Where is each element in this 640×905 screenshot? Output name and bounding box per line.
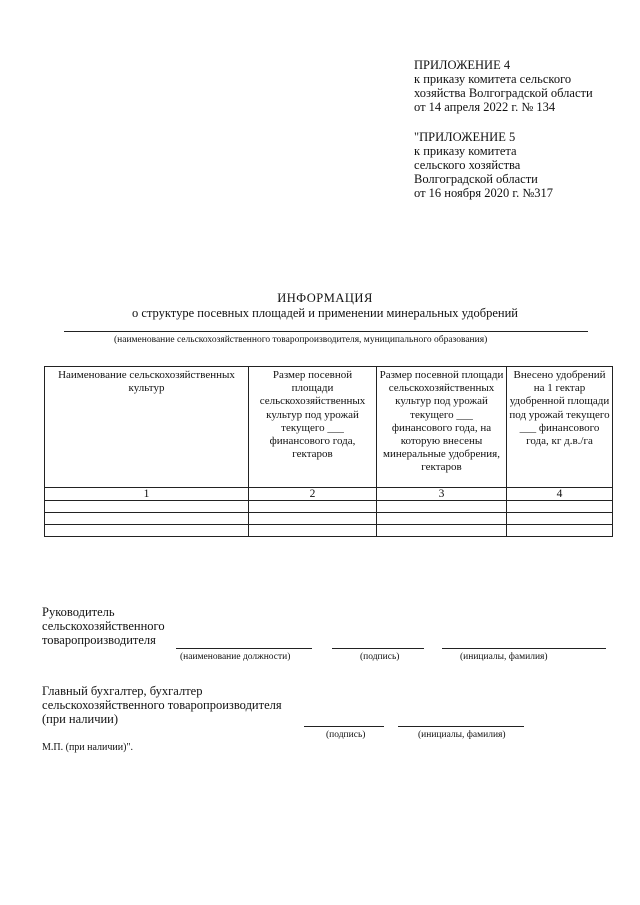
table-number-row — [45, 488, 613, 501]
appendix-5-line: к приказу комитета — [414, 144, 517, 158]
head-signature-caption: (подпись) — [360, 652, 400, 662]
head-signature-line[interactable] — [332, 648, 424, 649]
document-title: ИНФОРМАЦИЯ — [277, 291, 373, 305]
column-number: 1 — [45, 488, 249, 501]
column-number: 4 — [507, 488, 613, 501]
table-cell[interactable] — [377, 525, 507, 537]
appendix-5-line: "ПРИЛОЖЕНИЕ 5 — [414, 130, 516, 144]
accountant-name-line[interactable] — [398, 726, 524, 727]
table-cell[interactable] — [45, 525, 249, 537]
table-cell[interactable] — [377, 501, 507, 513]
column-number: 2 — [249, 488, 377, 501]
producer-caption: (наименование сельскохозяйственного товаропроизводителя, муниципального образования) — [114, 335, 488, 345]
head-name-line[interactable] — [442, 648, 606, 649]
document-subtitle: о структуре посевных площадей и применении минеральных удобрений — [132, 306, 518, 320]
accountant-label — [42, 684, 282, 726]
accountant-label-line: сельскохозяйственного товаропроизводителя — [42, 698, 282, 712]
appendix-4-line: к приказу комитета сельского — [414, 72, 572, 86]
table-row — [45, 501, 613, 513]
appendix-5-line: сельского хозяйства — [414, 158, 521, 172]
table-cell[interactable] — [45, 501, 249, 513]
stamp-note: М.П. (при наличии)". — [42, 742, 134, 753]
table-cell[interactable] — [249, 525, 377, 537]
table-cell[interactable] — [377, 513, 507, 525]
appendix-5-header — [414, 130, 553, 200]
table-cell[interactable] — [507, 513, 613, 525]
header-sown-area: Размер посевной площади сельскохозяйственных культур под урожай текущего ___ финансового года, гектаров — [249, 367, 377, 488]
accountant-label-line: Главный бухгалтер, бухгалтер — [42, 684, 203, 698]
table-cell[interactable] — [507, 501, 613, 513]
appendix-4-line: хозяйства Волгоградской области — [414, 86, 593, 100]
appendix-4-line: от 14 апреля 2022 г. № 134 — [414, 100, 556, 114]
accountant-name-caption: (инициалы, фамилия) — [418, 730, 506, 740]
column-number: 3 — [377, 488, 507, 501]
table-cell[interactable] — [45, 513, 249, 525]
table-cell[interactable] — [249, 501, 377, 513]
table-cell[interactable] — [507, 525, 613, 537]
accountant-signature-caption: (подпись) — [326, 730, 366, 740]
head-label — [42, 605, 165, 647]
header-fertilizer-rate: Внесено удобрений на 1 гектар удобренной площади под урожай текущего ___ финансового года, кг д.в./га — [507, 367, 613, 488]
appendix-5-line: от 16 ноября 2020 г. №317 — [414, 186, 554, 200]
appendix-4-header — [414, 58, 593, 114]
head-position-caption: (наименование должности) — [180, 652, 291, 662]
table-cell[interactable] — [249, 513, 377, 525]
head-label-line: Руководитель — [42, 605, 115, 619]
info-table — [44, 366, 613, 537]
head-label-line: товаропроизводителя — [42, 633, 156, 647]
table-row — [45, 513, 613, 525]
table-header-row — [45, 367, 613, 488]
appendix-4-line: ПРИЛОЖЕНИЕ 4 — [414, 58, 511, 72]
head-label-line: сельскохозяйственного — [42, 619, 165, 633]
producer-name-line — [64, 331, 588, 332]
header-crop-name: Наименование сельскохозяйственных культур — [45, 367, 249, 488]
head-position-line[interactable] — [176, 648, 312, 649]
head-name-caption: (инициалы, фамилия) — [460, 652, 548, 662]
accountant-label-line: (при наличии) — [42, 712, 119, 726]
appendix-5-line: Волгоградской области — [414, 172, 538, 186]
accountant-signature-line[interactable] — [304, 726, 384, 727]
header-fertilized-area: Размер посевной площади сельскохозяйственных культур под урожай текущего ___ финансового года, на которую внесены минеральные удобрения, гектаров — [377, 367, 507, 488]
table-row — [45, 525, 613, 537]
